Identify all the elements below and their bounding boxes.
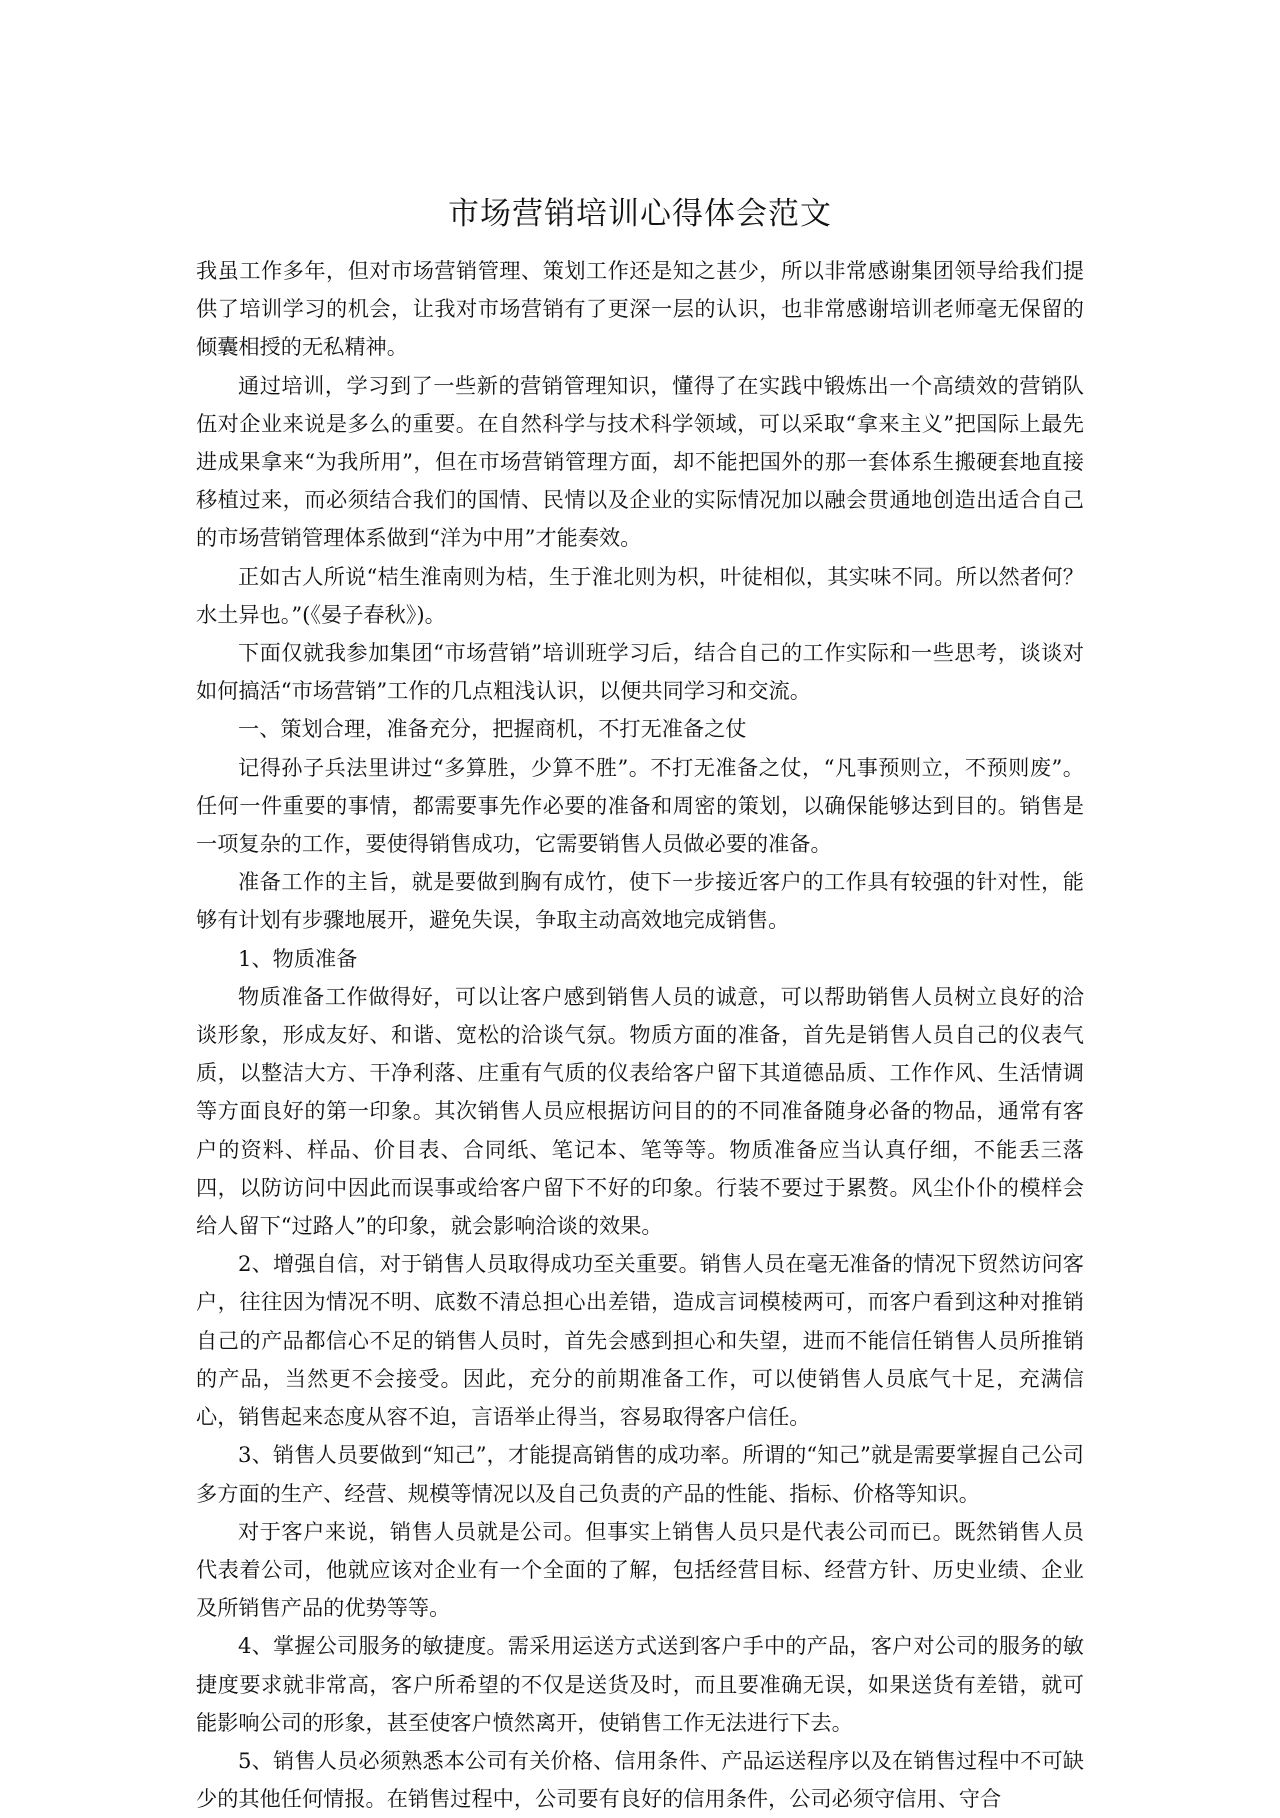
paragraph: 物质准备工作做得好，可以让客户感到销售人员的诚意，可以帮助销售人员树立良好的洽谈形象，形成友好、和谐、宽松的洽谈气氛。物质方面的准备，首先是销售人员自己的仪表气质，以整洁大方、干净利落、庄重有气质的仪表给客户留下其道德品质、工作作风、生活情调等方面良好的第一印象。其次销售人员应根据访问目的的不同准备随身必备的物品，通常有客户的资料、样品、价目表、合同纸、笔记本、笔等等。物质准备应当认真仔细，不能丢三落四，以防访问中因此而误事或给客户留下不好的印象。行装不要过于累赘。风尘仆仆的模样会给人留下“过路人”的印象，就会影响洽谈的效果。 [196,983,1084,1239]
document-body [196,252,1084,1818]
paragraph: 我虽工作多年，但对市场营销管理、策划工作还是知之甚少，所以非常感谢集团领导给我们提供了培训学习的机会，让我对市场营销有了更深一层的认识，也非常感谢培训老师毫无保留的倾囊相授的无私精神。 [196,258,1084,360]
page-title: 市场营销培训心得体会范文 [448,196,832,232]
section-heading: 一、策划合理，准备充分，把握商机，不打无准备之仗 [238,716,747,742]
paragraph: 通过培训，学习到了一些新的营销管理知识，懂得了在实践中锻炼出一个高绩效的营销队伍对企业来说是多么的重要。在自然科学与技术科学领域，可以采取“拿来主义”把国际上最先进成果拿来“为我所用”，但在市场营销管理方面，却不能把国外的那一套体系生搬硬套地直接移植过来，而必须结合我们的国情、民情以及企业的实际情况加以融会贯通地创造出适合自己的市场营销管理体系做到“洋为中用”才能奏效。 [196,372,1084,551]
paragraph: 3、销售人员要做到“知己”，才能提高销售的成功率。所谓的“知己”就是需要掌握自己公司多方面的生产、经营、规模等情况以及自己负责的产品的性能、指标、价格等知识。 [196,1442,1084,1506]
paragraph: 下面仅就我参加集团“市场营销”培训班学习后，结合自己的工作实际和一些思考，谈谈对如何搞活“市场营销”工作的几点粗浅认识，以便共同学习和交流。 [196,640,1084,704]
paragraph: 记得孙子兵法里讲过“多算胜，少算不胜”。不打无准备之仗，“凡事预则立，不预则废”。任何一件重要的事情，都需要事先作必要的准备和周密的策划，以确保能够达到目的。销售是一项复杂的工作，要使得销售成功，它需要销售人员做必要的准备。 [196,754,1084,857]
paragraph: 正如古人所说“桔生淮南则为桔，生于淮北则为枳，叶徒相似，其实味不同。所以然者何？水土异也。”(《晏子春秋》)。 [196,563,1084,627]
paragraph: 4、掌握公司服务的敏捷度。需采用运送方式送到客户手中的产品，客户对公司的服务的敏捷度要求就非常高，客户所希望的不仅是送货及时，而且要准确无误，如果送货有差错，就可能影响公司的形象，甚至使客户愤然离开，使销售工作无法进行下去。 [196,1633,1084,1735]
paragraph: 2、增强自信，对于销售人员取得成功至关重要。销售人员在毫无准备的情况下贸然访问客户，往往因为情况不明、底数不清总担心出差错，造成言词模棱两可，而客户看到这种对推销自己的产品都信心不足的销售人员时，首先会感到担心和失望，进而不能信任销售人员所推销的产品，当然更不会接受。因此，充分的前期准备工作，可以使销售人员底气十足，充满信心，销售起来态度从容不迫，言语举止得当，容易取得客户信任。 [196,1251,1084,1430]
paragraph: 准备工作的主旨，就是要做到胸有成竹，使下一步接近客户的工作具有较强的针对性，能够有计划有步骤地展开，避免失误，争取主动高效地完成销售。 [196,869,1084,933]
paragraph: 对于客户来说，销售人员就是公司。但事实上销售人员只是代表公司而已。既然销售人员代表着公司，他就应该对企业有一个全面的了解，包括经营目标、经营方针、历史业绩、企业及所销售产品的优势等等。 [196,1518,1084,1621]
paragraph: 5、销售人员必须熟悉本公司有关价格、信用条件、产品运送程序以及在销售过程中不可缺少的其他任何情报。在销售过程中，公司要有良好的信用条件，公司必须守信用、守合 [196,1747,1084,1812]
subsection-heading: 1、物质准备 [238,945,358,971]
